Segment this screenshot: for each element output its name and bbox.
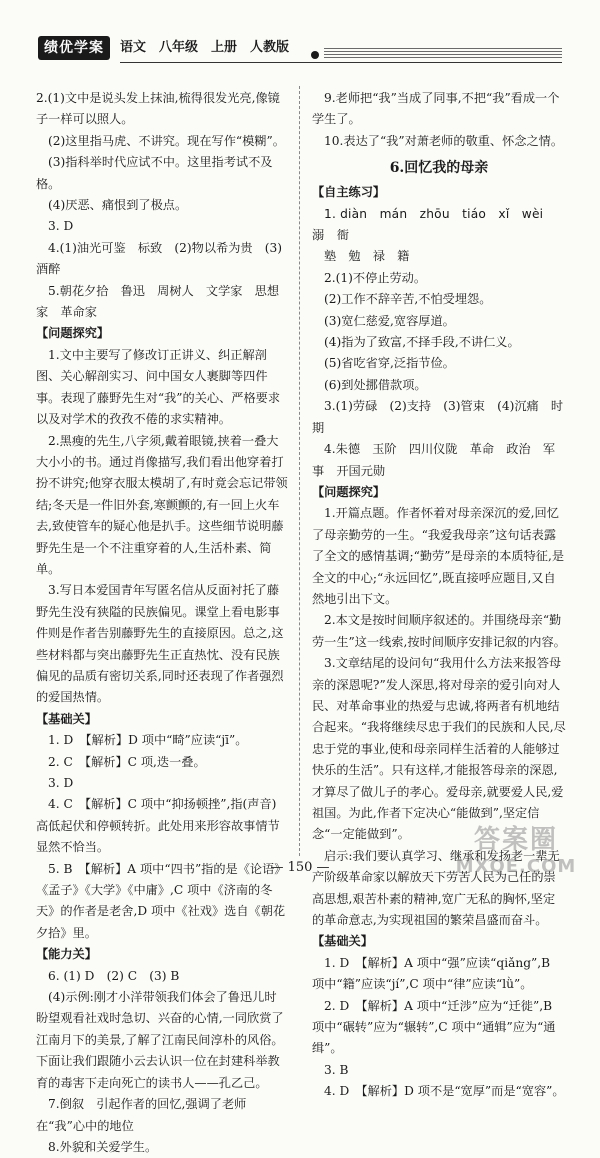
answer-line: 2.(1)不停止劳动。 [324,270,427,285]
answer-line: (5)省吃省穿,泛指节俭。 [324,356,455,371]
section-heading: 【基础关】 [312,934,373,949]
answer-line: 5. B 【解析】A 项中“四书”指的是《论语》《孟子》《大学》《中庸》,C 项中《济南的冬天》的作者是老舍,D 项中《社戏》选自《朝花夕拾》里。 [36,861,287,940]
subject-title: 语文 八年级 上册 人教版 [120,40,290,55]
answer-line: 3. B [324,1062,349,1077]
section-heading: 【问题探究】 [36,326,110,341]
answer-line: 4. C 【解析】C 项中“抑扬顿挫”,指(声音)高低起伏和停顿转折。此处用来形容故事情节显然不恰当。 [36,797,280,855]
answer-line: 3.(1)劳碌 (2)支持 (3)管束 (4)沉痛 时期 [312,399,564,435]
answer-line: 4. D 【解析】D 项不是“宽厚”而是“宽容”。 [324,1084,565,1099]
section-heading: 【问题探究】 [312,484,386,499]
header-rule [120,62,562,63]
answer-line: 2. D 【解析】A 项中“迁涉”应为“迁徙”,B 项中“碾转”应为“辗转”,C 项中“通辑”应为“通缉”。 [312,998,556,1056]
section-heading: 【自主练习】 [312,185,386,200]
section-heading: 【基础关】 [36,711,97,726]
answer-line: 4.(1)油光可鉴 标致 (2)物以希为贵 (3)酒醉 [36,240,283,277]
answer-line: 2.本文是按时间顺序叙述的。并围绕母亲“勤劳一生”这一线索,按时间顺序安排记叙的内容。 [312,613,566,649]
answer-line: 1.开篇点题。作者怀着对母亲深沉的爱,回忆了母亲勤劳的一生。“我爱我母亲”这句话表露了全文的感情基调;“勤劳”是母亲的本质特征,是全文的中心;“永远回忆”,既直接呼应题目,又自然地引出下文。 [312,506,565,606]
answer-line: 3.文章结尾的设问句“我用什么方法来报答母亲的深恩呢?”发人深思,将对母亲的爱引向对人民、对革命事业的热爱与忠诚,将两者有机地结合起来。“我将继续尽忠于我们的民族和人民,尽忠于党的事业,使和母亲同样生活着的人能够过快乐的生活”。只有这样,才能报答母亲的深恩,才算尽了做儿子的孝心。爱母亲,就要爱人民,爱祖国。为此,作者下定决心“能做到”,坚定信念“一定能做到”。 [312,656,566,842]
right-column [312,88,566,1103]
page-header [0,0,600,70]
brand-logo: 绩优学案 [38,36,110,60]
answer-line: 2. C 【解析】C 项,迭一叠。 [48,754,206,769]
lesson-title: 6.回忆我的母亲 [389,160,489,177]
answer-line: (4)指为了致富,不择手段,不讲仁义。 [324,335,520,350]
answer-line: (3)指科举时代应试不中。这里指考试不及格。 [36,155,273,191]
answer-line: 1.文中主要写了修改订正讲义、纠正解剖图、关心解剖实习、问中国女人裹脚等四件事。表现了藤野先生对“我”的关心、严格要求以及对学术的孜孜不倦的求实精神。 [36,347,281,427]
watermark-text: 答案圈 [473,825,558,855]
answer-line: 2.(1)文中是说头发上抹油,梳得很发光亮,像镜子一样可以照人。 [36,91,280,127]
answer-line: 3. D [48,776,74,790]
answer-line: (4)厌恶、痛恨到了极点。 [48,198,188,213]
answer-line: 1. D 【解析】D 项中“畸”应读“jī”。 [48,733,248,748]
answer-line: 3.写日本爱国青年写匿名信从反面衬托了藤野先生没有狭隘的民族偏见。课堂上看电影事件则是作者告别藤野先生的直接原因。总之,这些材料都与突出藤野先生正直热忱、没有民族偏见的品质有密切关系,同时还表现了作者强烈的爱国热情。 [36,583,284,705]
watermark-url: MXQE.COM [455,856,577,877]
answer-line: 6. (1) D (2) C (3) B [48,968,180,983]
answer-line: (4)示例:刚才小洋带领我们体会了鲁迅儿时盼望观看社戏时急切、兴奋的心情,一同欣赏了江南月下的美景,了解了江南民间淳朴的风俗。下面让我们跟随小云去认识一位在封建科举教育的毒害下走向死亡的读书人——孔乙己。 [36,990,284,1090]
answer-line: 启示:我们要认真学习、继承和发扬老一辈无产阶级革命家以解放天下劳苦人民为己任的崇高思想,艰苦朴素的精神,宽广无私的胸怀,坚定的革命意志,为实现祖国的繁荣昌盛而奋斗。 [312,848,560,928]
answer-line: 1. diàn mán zhōu tiáo xǐ wèi 溺 衙 [312,206,556,243]
answer-line: (2)工作不辞辛苦,不怕受埋怨。 [324,292,492,307]
section-heading: 【能力关】 [36,947,97,962]
answer-line: 塾 勉 禄 籍 [324,249,410,264]
answer-line: (3)宽仁慈爱,宽容厚道。 [324,313,455,328]
answer-line: 3. D [48,219,74,234]
page-number: — 150 — [270,860,330,875]
answer-line: (6)到处挪借款项。 [324,377,427,392]
column-divider [299,86,300,856]
answer-line: 9.老师把“我”当成了同事,不把“我”看成一个学生了。 [312,91,560,127]
header-stripes [324,48,562,60]
answer-line: 10.表达了“我”对萧老师的敬重、怀念之情。 [324,133,564,148]
watermark-logo [446,824,586,882]
answer-line: 4.朱德 玉阶 四川仪陇 革命 政治 军事 开国元勋 [312,442,556,478]
answer-line: 7.倒叙 引起作者的回忆,强调了老师在“我”心中的地位 [36,1097,247,1133]
answer-line: 5.朝花夕拾 鲁迅 周树人 文学家 思想家 革命家 [36,283,280,320]
answer-line: 2.黑瘦的先生,八字须,戴着眼镜,挟着一叠大大小小的书。通过肖像描写,我们看出他穿着打扮不讲究;他穿衣服太模胡了,有时竟会忘记带领结;冬天是一件旧外套,寒颤颤的,有一回上火车去,致使管车的疑心他是扒手。这些细节说明藤野先生是一个不注重穿着的人,生活朴素、简单。 [36,433,288,576]
answer-line: (2)这里指马虎、不讲究。现在写作“模糊”。 [48,133,285,148]
left-column [36,88,288,1158]
header-dot [311,51,319,59]
answer-line: 8.外貌和关爱学生。 [48,1139,158,1154]
answer-line: 1. D 【解析】A 项中“强”应读“qiǎng”,B 项中“籍”应读“jí”,C 项中“律”应读“lǜ”。 [312,955,551,992]
